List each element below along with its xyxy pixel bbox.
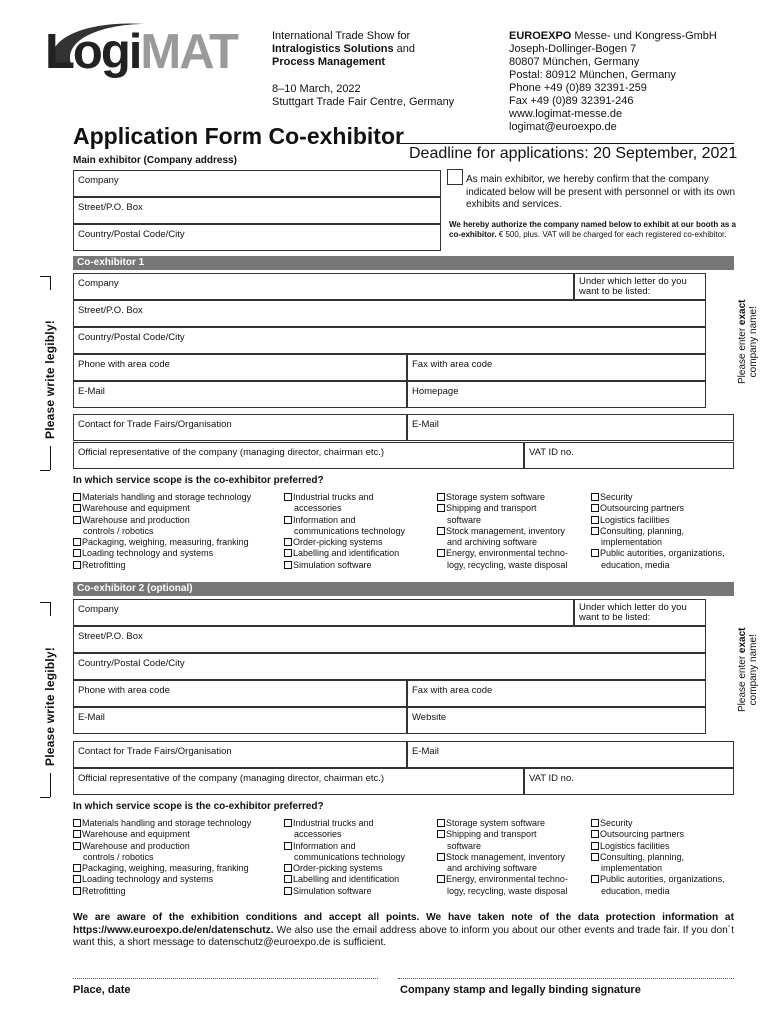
co1-street-field[interactable]: Street/P.O. Box (73, 300, 706, 327)
scope-option[interactable]: Outsourcing partners (591, 829, 725, 840)
checkbox[interactable] (73, 887, 81, 895)
checkbox[interactable] (284, 864, 292, 872)
form-title: Application Form Co-exhibitor (73, 123, 404, 149)
co1-company-field[interactable]: Company (73, 273, 574, 300)
checkbox[interactable] (437, 830, 445, 838)
logimat-logo (45, 20, 250, 82)
scope-option[interactable]: Labelling and identification (284, 874, 405, 885)
checkbox[interactable] (73, 549, 81, 557)
scope-option[interactable]: Security (591, 492, 725, 503)
co1-homepage-field[interactable]: Homepage (407, 381, 706, 408)
scope-option[interactable]: Packaging, weighing, measuring, franking (73, 863, 251, 874)
co1-scope-title: In which service scope is the co-exhibitor preferred? (73, 475, 324, 486)
checkbox[interactable] (437, 875, 445, 883)
checkbox[interactable] (437, 504, 445, 512)
scope-option[interactable]: Simulation software (284, 560, 405, 571)
checkbox[interactable] (73, 516, 81, 524)
co2-contact-field[interactable]: Contact for Trade Fairs/Organisation (73, 741, 407, 768)
scope-option[interactable]: Outsourcing partners (591, 503, 725, 514)
scope-option[interactable]: Materials handling and storage technology (73, 492, 251, 503)
main-country-field[interactable]: Country/Postal Code/City (73, 224, 441, 251)
checkbox[interactable] (284, 842, 292, 850)
confirm-text: As main exhibitor, we hereby confirm that the company indicated below will be present with personnel or with its own exhibits and services. (466, 174, 736, 210)
co1-email-field[interactable]: E-Mail (73, 381, 407, 408)
event-info: International Trade Show for Intralogistics Solutions and Process Management 8–10 March, 2022 Stuttgart Trade Fair Centre, Germany (272, 30, 455, 108)
confirm-checkbox[interactable] (447, 169, 463, 185)
co2-phone-field[interactable]: Phone with area code (73, 680, 407, 707)
checkbox[interactable] (73, 493, 81, 501)
checkbox[interactable] (284, 516, 292, 524)
co2-vat-field[interactable]: VAT ID no. (524, 768, 734, 795)
scope-option[interactable]: Energy, environmental techno- (437, 874, 568, 885)
checkbox[interactable] (437, 853, 445, 861)
co1-fax-field[interactable]: Fax with area code (407, 354, 706, 381)
scope-option[interactable]: Warehouse and equipment (73, 829, 251, 840)
checkbox[interactable] (73, 875, 81, 883)
checkbox[interactable] (73, 864, 81, 872)
co2-exact-name-note: Please enter exact company name! (737, 627, 759, 712)
scope-option[interactable]: Industrial trucks and (284, 492, 405, 503)
scope-option[interactable]: Logistics facilities (591, 515, 725, 526)
co1-vat-field[interactable]: VAT ID no. (524, 442, 734, 469)
main-street-field[interactable]: Street/P.O. Box (73, 197, 441, 224)
co1-scope-col1: Materials handling and storage technology Warehouse and equipment Warehouse and production controls / robotics Packaging, weighing, measuring, franking Loading technology and systems Retrofitting (73, 492, 251, 571)
co1-exact-name-note: Please enter exact company name! (737, 299, 759, 384)
checkbox[interactable] (73, 561, 81, 569)
checkbox[interactable] (591, 516, 599, 524)
checkbox[interactable] (591, 819, 599, 827)
scope-option[interactable]: Information and (284, 515, 405, 526)
co1-contact-email-field[interactable]: E-Mail (407, 414, 734, 441)
co1-phone-field[interactable]: Phone with area code (73, 354, 407, 381)
scope-option[interactable]: Warehouse and equipment (73, 503, 251, 514)
co2-scope-col1: Materials handling and storage technology Warehouse and equipment Warehouse and production controls / robotics Packaging, weighing, measuring, franking Loading technology and systems Retrofitting (73, 818, 251, 897)
scope-option[interactable]: Public autorities, organizations, (591, 548, 725, 559)
checkbox[interactable] (437, 493, 445, 501)
scope-option[interactable]: Industrial trucks and (284, 818, 405, 829)
checkbox[interactable] (591, 493, 599, 501)
scope-option[interactable]: Energy, environmental techno- (437, 548, 568, 559)
co1-letter-field[interactable]: Under which letter do you want to be listed: (574, 273, 706, 300)
title-rule (400, 143, 734, 144)
logo-part-mat: MAT (140, 25, 237, 79)
checkbox[interactable] (591, 853, 599, 861)
scope-option[interactable]: Order-picking systems (284, 863, 405, 874)
checkbox[interactable] (437, 819, 445, 827)
co1-legibly-note: Please write legibly! (43, 320, 57, 439)
scope-option[interactable]: Shipping and transport (437, 503, 568, 514)
co1-official-field[interactable]: Official representative of the company (managing director, chairman etc.) (73, 442, 524, 469)
scope-option[interactable]: Public autorities, organizations, (591, 874, 725, 885)
scope-option[interactable]: Consulting, planning, (591, 526, 725, 537)
scope-option[interactable]: Security (591, 818, 725, 829)
co2-scope-col3: Storage system software Shipping and transport software Stock management, inventory and archiving software Energy, environmental techno- logy, recycling, waste disposal (437, 818, 568, 897)
scope-option[interactable]: Order-picking systems (284, 537, 405, 548)
co1-country-field[interactable]: Country/Postal Code/City (73, 327, 706, 354)
scope-option[interactable]: Warehouse and production (73, 515, 251, 526)
scope-option[interactable]: Loading technology and systems (73, 874, 251, 885)
scope-option[interactable]: Stock management, inventory (437, 852, 568, 863)
checkbox[interactable] (284, 493, 292, 501)
co1-scope-col3: Storage system software Shipping and transport software Stock management, inventory and archiving software Energy, environmental techno- logy, recycling, waste disposal (437, 492, 568, 571)
co2-fax-field[interactable]: Fax with area code (407, 680, 706, 707)
main-company-field[interactable]: Company (73, 170, 441, 197)
scope-option[interactable]: Retrofitting (73, 560, 251, 571)
scope-option[interactable]: Warehouse and production (73, 841, 251, 852)
main-exhibitor-heading: Main exhibitor (Company address) (73, 155, 237, 166)
checkbox[interactable] (73, 842, 81, 850)
scope-option[interactable]: Stock management, inventory (437, 526, 568, 537)
checkbox[interactable] (284, 549, 292, 557)
organizer-info: EUROEXPO Messe- und Kongress-GmbH Joseph-Dollinger-Bogen 7 80807 München, Germany Postal: 80912 München, Germany Phone +49 (0)89 32391-259 Fax +49 (0)89 32391-246 www.logimat-messe.de logimat@euroexpo.de (509, 30, 717, 133)
co1-header: Co-exhibitor 1 (73, 256, 734, 270)
checkbox[interactable] (284, 875, 292, 883)
scope-option[interactable]: Shipping and transport (437, 829, 568, 840)
checkbox[interactable] (73, 819, 81, 827)
place-date-label: Place, date (73, 984, 131, 996)
co2-website-field[interactable]: Website (407, 707, 706, 734)
checkbox[interactable] (284, 561, 292, 569)
co2-header: Co-exhibitor 2 (optional) (73, 582, 734, 596)
signature-line[interactable] (398, 978, 734, 979)
scope-option[interactable]: Logistics facilities (591, 841, 725, 852)
authorization-text: We hereby authorize the company named below to exhibit at our booth as a co-exhibitor. € 500, plus. VAT will be charged for each registered co-exhibitor. (449, 220, 737, 239)
checkbox[interactable] (284, 819, 292, 827)
scope-option[interactable]: Storage system software (437, 492, 568, 503)
scope-option[interactable]: Simulation software (284, 886, 405, 897)
co2-contact-email-field[interactable]: E-Mail (407, 741, 734, 768)
co1-scope-col2: Industrial trucks and accessories Information and communications technology Order-picking systems Labelling and identification Simulation software (284, 492, 405, 571)
scope-option[interactable]: Information and (284, 841, 405, 852)
scope-option[interactable]: Retrofitting (73, 886, 251, 897)
co2-company-field[interactable]: Company (73, 599, 574, 626)
co2-legibly-note: Please write legibly! (43, 647, 57, 766)
deadline: Deadline for applications: 20 September, 2021 (409, 145, 738, 162)
checkbox[interactable] (591, 504, 599, 512)
checkbox[interactable] (591, 830, 599, 838)
scope-option[interactable]: Materials handling and storage technology (73, 818, 251, 829)
signature-label: Company stamp and legally binding signature (400, 984, 641, 996)
co2-email-field[interactable]: E-Mail (73, 707, 407, 734)
co2-country-field[interactable]: Country/Postal Code/City (73, 653, 706, 680)
co2-letter-field[interactable]: Under which letter do you want to be listed: (574, 599, 706, 626)
place-date-line[interactable] (73, 978, 378, 979)
scope-option[interactable]: Consulting, planning, (591, 852, 725, 863)
co2-street-field[interactable]: Street/P.O. Box (73, 626, 706, 653)
checkbox[interactable] (284, 887, 292, 895)
checkbox[interactable] (591, 549, 599, 557)
scope-option[interactable]: Labelling and identification (284, 548, 405, 559)
checkbox[interactable] (591, 527, 599, 535)
checkbox[interactable] (437, 527, 445, 535)
checkbox[interactable] (284, 538, 292, 546)
scope-option[interactable]: Loading technology and systems (73, 548, 251, 559)
checkbox[interactable] (591, 875, 599, 883)
logo-part-logi: Logi (45, 25, 141, 79)
checkbox[interactable] (591, 842, 599, 850)
co2-scope-col4: Security Outsourcing partners Logistics facilities Consulting, planning, implementation Public autorities, organizations, education, media (591, 818, 725, 897)
scope-option[interactable]: Packaging, weighing, measuring, franking (73, 537, 251, 548)
co2-official-field[interactable]: Official representative of the company (managing director, chairman etc.) (73, 768, 524, 795)
checkbox[interactable] (73, 538, 81, 546)
co1-scope-col4: Security Outsourcing partners Logistics facilities Consulting, planning, implementation Public autorities, organizations, education, media (591, 492, 725, 571)
co1-contact-field[interactable]: Contact for Trade Fairs/Organisation (73, 414, 407, 441)
conditions-text: We are aware of the exhibition conditions and accept all points. We have taken note of the data protection information at https://www.euroexpo.de/en/datenschutz. We also use the email address above to inform you about our other events and trade fair. If you don´t want this, a short message to datenschutz@euroexpo.de is sufficient. (73, 912, 734, 948)
co2-scope-col2: Industrial trucks and accessories Information and communications technology Order-picking systems Labelling and identification Simulation software (284, 818, 405, 897)
checkbox[interactable] (73, 830, 81, 838)
checkbox[interactable] (73, 504, 81, 512)
co2-scope-title: In which service scope is the co-exhibitor preferred? (73, 801, 324, 812)
scope-option[interactable]: Storage system software (437, 818, 568, 829)
checkbox[interactable] (437, 549, 445, 557)
